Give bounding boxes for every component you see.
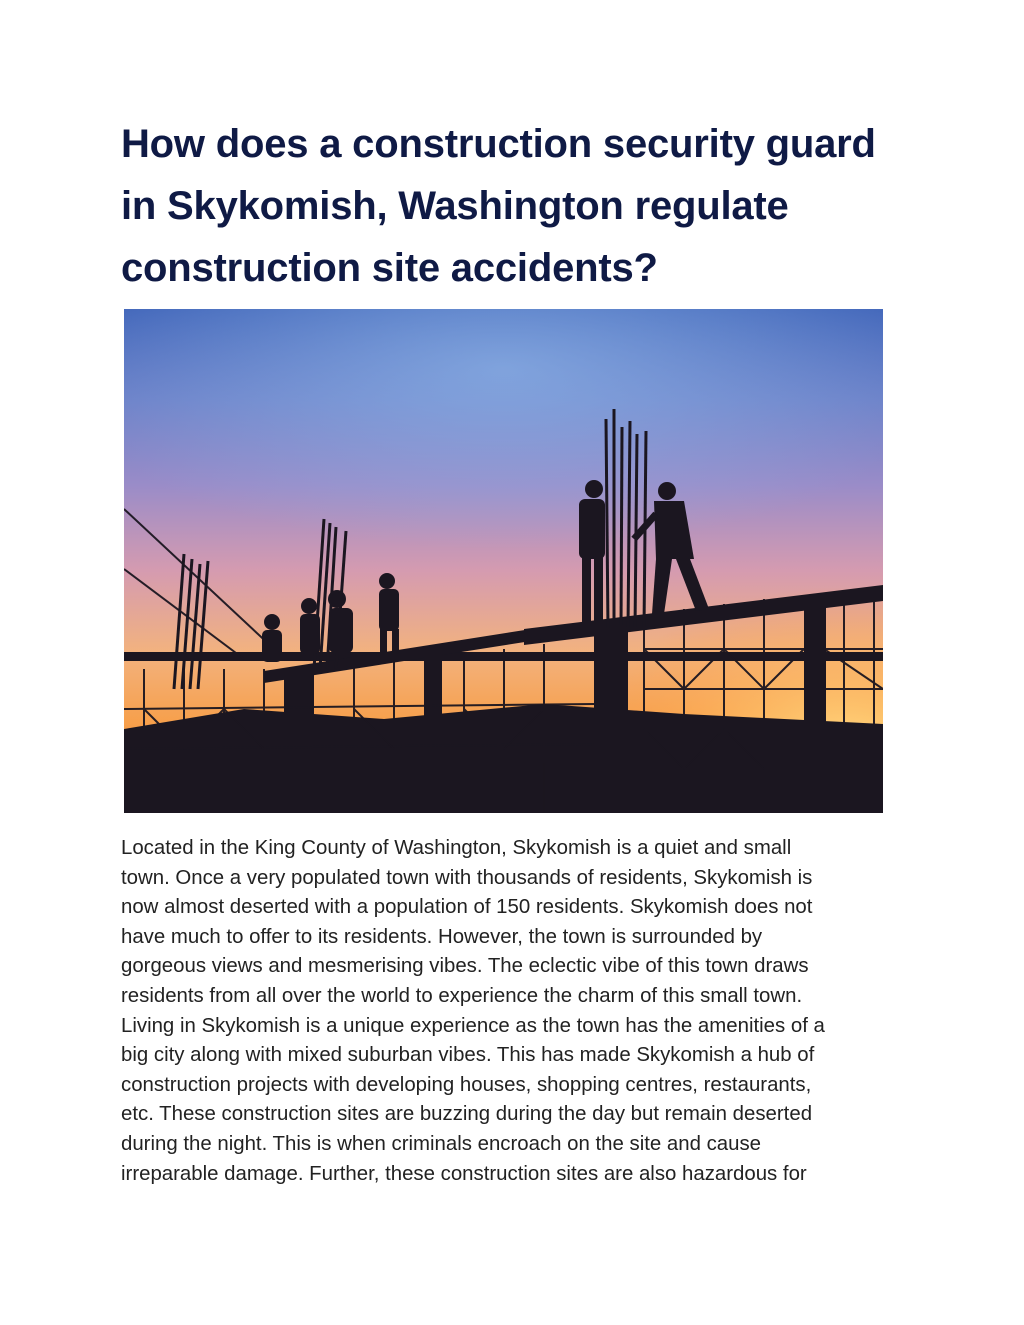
title-line: in Skykomish, Washington regulate bbox=[121, 184, 789, 228]
paragraph-line: Living in Skykomish is a unique experience as the town has the amenities of a bbox=[121, 1014, 825, 1037]
paragraph-line: etc. These construction sites are buzzing during the day but remain deserted bbox=[121, 1103, 813, 1126]
paragraph-line: irreparable damage. Further, these construction sites are also hazardous for bbox=[121, 1162, 807, 1185]
title-line: How does a construction security guard bbox=[121, 122, 876, 166]
body-paragraph bbox=[121, 834, 921, 1189]
page-title bbox=[121, 113, 921, 299]
paragraph-line: Located in the King County of Washington, Skykomish is a quiet and small bbox=[121, 837, 792, 859]
paragraph-line: have much to offer to its residents. However, the town is surrounded by bbox=[121, 925, 763, 948]
title-line: construction site accidents? bbox=[121, 246, 658, 290]
hero-image bbox=[124, 309, 883, 813]
paragraph-line: gorgeous views and mesmerising vibes. The eclectic vibe of this town draws bbox=[121, 955, 809, 978]
paragraph-line: residents from all over the world to experience the charm of this small town. bbox=[121, 984, 803, 1007]
paragraph-line: big city along with mixed suburban vibes. This has made Skykomish a hub of bbox=[121, 1044, 815, 1067]
paragraph-line: construction projects with developing houses, shopping centres, restaurants, bbox=[121, 1073, 812, 1096]
paragraph-line: now almost deserted with a population of 150 residents. Skykomish does not bbox=[121, 896, 813, 919]
paragraph-line: during the night. This is when criminals encroach on the site and cause bbox=[121, 1132, 762, 1155]
paragraph-line: town. Once a very populated town with thousands of residents, Skykomish is bbox=[121, 866, 813, 889]
